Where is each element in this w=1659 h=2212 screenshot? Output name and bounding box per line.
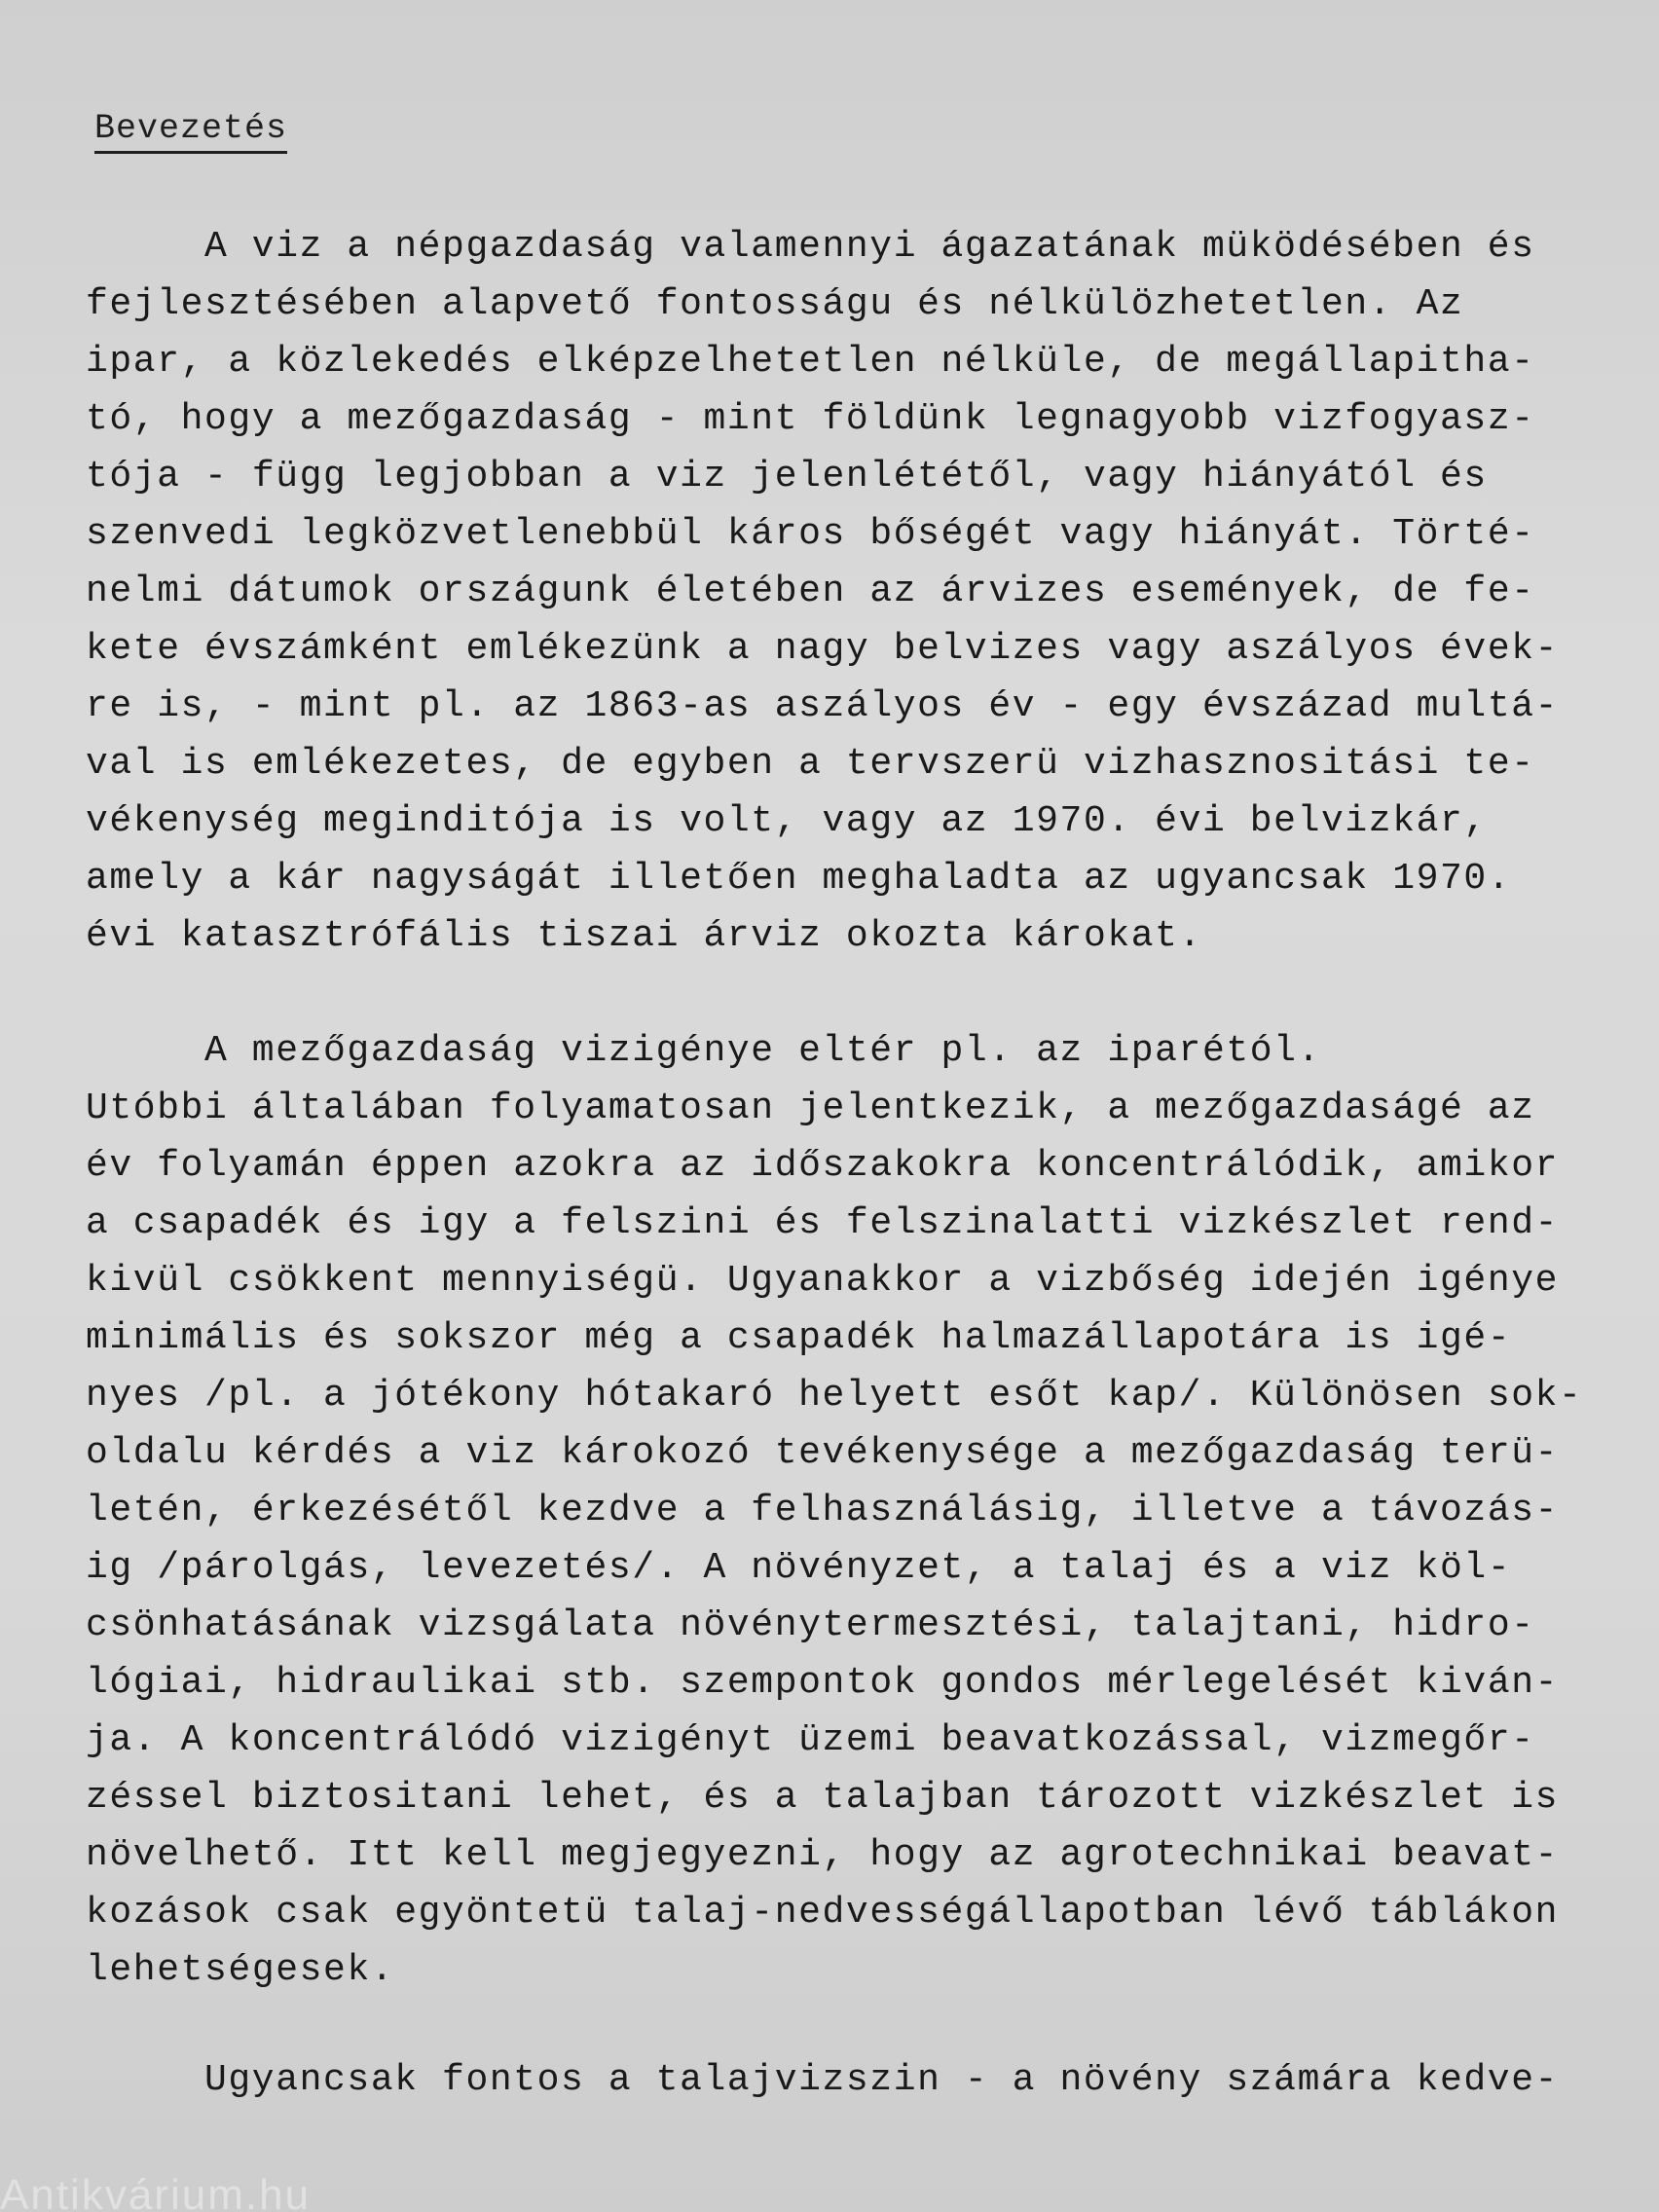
paragraph-2-line-16: kozások csak egyöntetü talaj-nedvességállapotban lévő táblákon [86,1892,1560,1934]
paragraph-1-line-10: val is emlékezetes, de egyben a tervszerü vizhasznositási te- [86,743,1535,785]
paragraph-1-line-4: tó, hogy a mezőgazdaság - mint földünk legnagyobb vizfogyasz- [86,398,1535,440]
paragraph-1-line-2: fejlesztésében alapvető fontosságu és nélkülözhetetlen. Az [86,283,1464,325]
paragraph-2-line-15: növelhető. Itt kell megjegyezni, hogy az agrotechnikai beavat- [86,1834,1560,1876]
paragraph-2-line-12: lógiai, hidraulikai stb. szempontok gondos mérlegelését kiván- [86,1662,1560,1704]
paragraph-3-line-1: Ugyancsak fontos a talajvizszin - a növény számára kedve- [204,2059,1560,2101]
paragraph-2-line-7: nyes /pl. a jótékony hótakaró helyett esőt kap/. Különösen sok- [86,1375,1583,1417]
paragraph-2-line-1: A mezőgazdaság vizigénye eltér pl. az iparétól. [204,1030,1321,1072]
paragraph-1-line-6: szenvedi legközvetlenebbül káros bőségét vagy hiányát. Törté- [86,513,1535,555]
paragraph-1-line-7: nelmi dátumok országunk életében az árvizes események, de fe- [86,571,1535,612]
paragraph-1-line-5: tója - függ legjobban a viz jelenlététől, vagy hiányától és [86,456,1488,498]
paragraph-1-line-12: amely a kár nagyságát illetően meghaladta az ugyancsak 1970. [86,858,1512,900]
paragraph-1-line-1: A viz a népgazdaság valamennyi ágazatának müködésében és [204,226,1535,268]
paragraph-1-line-9: re is, - mint pl. az 1863-as aszályos év - egy évszázad multá- [86,685,1560,727]
paragraph-2-line-9: letén, érkezésétől kezdve a felhasználásig, illetve a távozás- [86,1490,1560,1531]
paragraph-2-line-3: év folyamán éppen azokra az időszakokra koncentrálódik, amikor [86,1145,1560,1187]
paragraph-1-line-13: évi katasztrófális tiszai árviz okozta károkat. [86,915,1202,957]
paragraph-2-line-17: lehetségesek. [86,1949,395,1991]
paragraph-2-line-2: Utóbbi általában folyamatosan jelentkezik, a mezőgazdaságé az [86,1088,1535,1129]
paragraph-2-line-6: minimális és sokszor még a csapadék halmazállapotára is igé- [86,1317,1512,1359]
section-heading: Bevezetés [94,109,288,148]
paragraph-2-line-8: oldalu kérdés a viz károkozó tevékenysége a mezőgazdaság terü- [86,1432,1560,1474]
paragraph-1-line-8: kete évszámként emlékezünk a nagy belvizes vagy aszályos évek- [86,628,1560,670]
watermark: Antikvárium.hu [0,2171,312,2212]
paragraph-2-line-10: ig /párolgás, levezetés/. A növényzet, a talaj és a viz köl- [86,1547,1512,1589]
paragraph-2-line-5: kivül csökkent mennyiségü. Ugyanakkor a vizbőség idején igénye [86,1260,1560,1302]
paragraph-1-line-3: ipar, a közlekedés elképzelhetetlen nélküle, de megállapitha- [86,341,1535,383]
paragraph-2-line-14: zéssel biztositani lehet, és a talajban tározott vizkészlet is [86,1777,1560,1819]
paragraph-2-line-4: a csapadék és igy a felszini és felszinalatti vizkészlet rend- [86,1202,1560,1244]
paragraph-1-line-11: vékenység meginditója is volt, vagy az 1970. évi belvizkár, [86,800,1488,842]
paragraph-2-line-11: csönhatásának vizsgálata növénytermesztési, talajtani, hidro- [86,1604,1535,1646]
paragraph-2-line-13: ja. A koncentrálódó vizigényt üzemi beavatkozással, vizmegőr- [86,1719,1535,1761]
